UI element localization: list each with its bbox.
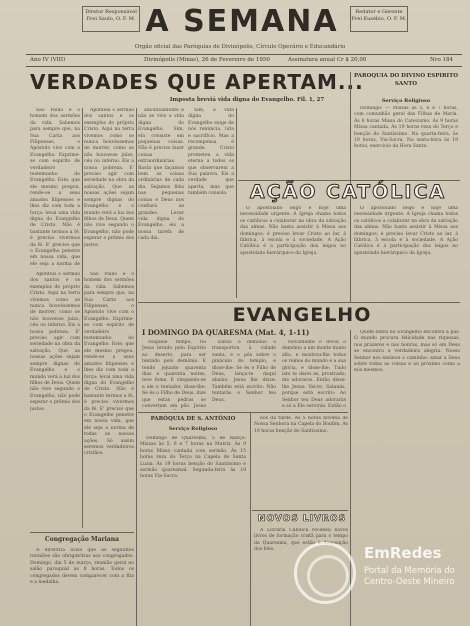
acao-catolica-heading: AÇÃO CATÓLICA <box>249 181 447 203</box>
congregacao-rule <box>30 532 134 533</box>
director-name: Frei Saulo, O. F. M. <box>86 16 136 22</box>
novos-livros-heading: NOVOS LIVROS <box>257 514 347 524</box>
header-rule-top <box>26 54 462 55</box>
evangelho-subhead: I DOMINGO DA QUARESMA (Mat. 4, 1-11) <box>142 328 310 337</box>
director-box <box>82 6 140 32</box>
director-label: Diretor Responsável <box>85 9 137 15</box>
column-rule-2 <box>136 108 137 626</box>
lead-column-1-text: São Paulo é o homem dos sermões da vida. Sabemos para sempre que, na Sua Carta aos Filipenses, o Apóstolo vive com o Evangelho. Exprime-se com espírito de verdadeiro testemunho do Evangelho. Este, que ele mesmo pregou, rende-se a seus amados filipenses e lhes diz com toda a força: levai uma vida digna do Evangelho de Cristo. Não é bastante termos a fé, é preciso vivermos da fé. E' preciso que o Evangelho penetre em nossa vida, que ele seja a norma de <box>30 108 80 267</box>
right-column-text: Quem entra no Evangelho encontra a paz. O mundo procura felicidade nas riquezas, nos prazeres e nas honras, mas só em Deus se encontra a verdadeira alegria. Nosso Senhor nos ensinou o caminho: amar a Deus sobre todas as coisas e ao próximo como a nós mesmos. <box>354 330 460 374</box>
evangelho-text-2: Então o demônio o transportou à cidade santa, e o pôs sobre o pináculo do templo, e disse-lhe: Se és o Filho de Deus, lança-te daqui abaixo. Jesus lhe disse: Também está escrito: Não tentarás o Senhor teu Deus. <box>212 340 276 403</box>
evangelho-text-1: Naquele tempo, foi Jesus levado pelo Espírito ao deserto, para ser tentado pelo demônio. E tendo jejuado quarenta dias e quarenta noites, teve fome. E chegando-se a ele o tentador, disse-lhe: Se és o Filho de Deus, dize que estas pedras se convertam em pão. Jesus <box>142 340 206 410</box>
emredes-logo-icon <box>294 542 356 604</box>
lead-column-3-text: amontoamento e não se vive a vida digna do Evangelho. Sim, ela consiste em pequenas coisas. Não é preciso fazer coisas extraordinárias. Basta que façamos bem as coisas ordinárias de cada dia. Sejamos fiéis nas pequenas coisas e Deus nos confiará as grandes. Levar vida digna do Evangelho, eis a nossa tarefa de cada dia. <box>138 108 184 242</box>
santo-antonio-subheading: Serviço Religioso <box>168 426 218 432</box>
header-rule-bottom <box>26 66 462 67</box>
parochial-text: Domingo: — Missas às 5, 6 e 7 horas, com comunhão geral das Filhas de Maria. Às 8 horas Missa do Catecismo. Às 9 horas Missa cantada. Às 19 horas reza do Terço e benção do Santíssimo. Na quarta-feira, às 19 horas, Via-Sacra. Na sexta-feira às 19 horas, exercício da Hora Santa. <box>354 106 458 150</box>
emredes-watermark <box>288 532 470 626</box>
congregacao-text: A diretoria avisa que as seguintes reuniões são obrigatórias aos congregados. Domingo, dia 5 de março, reunião geral no salão paroquial às 8 horas. Todos os congregados devem comparecer com a fita e a medalha. <box>30 548 134 586</box>
place-date: Divinópolis (Minas), 26 de Fevereiro de 1950 <box>144 57 270 63</box>
parochial-text-block <box>354 106 458 178</box>
acao-column-1 <box>240 206 346 300</box>
price-label: Assinatura anual Cr $ 20,00 <box>288 57 367 63</box>
lead-column-4 <box>188 108 234 298</box>
lead-headline: VERDADES QUE APERTAM... <box>30 70 364 94</box>
congregacao-text-block <box>30 548 134 624</box>
issue-number: Nro 184 <box>430 57 453 63</box>
santo-antonio-text-2: nos da tarde. Às 5 horas novena de Nossa Senhora na Capela do Bonfim. Às 19 horas benção do Santíssimo. <box>254 416 348 434</box>
left-lower-text: Aponteis o sermão dos santos e os exemplos do próprio Cristo. Aqui na terra vivemos como se nunca houvéssemos de morrer, como se não houvesse juízo, céu ou inferno. Eis a nossa pobreza. E' preciso agir com seriedade na obra da salvação. Que as nossas ações sejam sempre dignas do Evangelho e o mundo verá a luz dos filhos de Deus. Quem não vive segundo o Evangelho, não pode esperar o prêmio dos justos. <box>30 272 80 412</box>
acao-column-2 <box>354 206 458 300</box>
acao-text-2: O apostolado leigo é hoje uma necessidade urgente. A Igreja chama todos os católicos a colaborar na obra da salvação das almas. Não basta assistir à Missa aos domingos; é preciso levar Cristo ao lar, à fábrica, à escola e à sociedade. A Ação Católica é a participação dos leigos no apostolado hierárquico da Igreja. <box>354 206 458 256</box>
santo-antonio-cont-block <box>254 416 348 508</box>
santo-antonio-text: Domingo de Quaresma, 5 de março: Missas às 5, 6 e 7 horas na Matriz. Às 9 horas Missa cantada com sermão. Às 15 horas reza do Terço na Capela de Santa Luzia. Às 19 horas benção do Santíssimo e sermão quaresmal. Segunda-feira às 19 horas Via-Sacra. <box>140 436 246 480</box>
acao-text-1: O apostolado leigo é hoje uma necessidade urgente. A Igreja chama todos os católicos a colaborar na obra da salvação das almas. Não basta assistir à Missa aos domingos; é preciso levar Cristo ao lar, à fábrica, à escola e à sociedade. A Ação Católica é a participação dos leigos no apostolado hierárquico da Igreja. <box>240 206 346 256</box>
congregacao-heading: Congregação Mariana <box>44 536 120 543</box>
watermark-title: EmRedes <box>364 544 442 562</box>
editor-box <box>350 6 408 32</box>
newspaper-subtitle: Orgão oficial das Paróquias de Divinópolis, Círculo Operário e Educandário <box>134 44 346 50</box>
left-lower-column-2 <box>84 272 134 530</box>
evangelho-text-3: Novamente o levou o demônio a um monte muito alto, e mostrou-lhe todos os reinos do mundo e a sua glória, e disse-lhe: Tudo isto te darei se, prostrado, me adorares. Então disse-lhe Jesus: Vai-te, Satanás, porque está escrito: Ao Senhor teu Deus adorarás e só a Ele servirás. Então o <box>282 340 346 410</box>
left-lower-column <box>30 272 80 530</box>
evangelho-rule <box>138 302 460 303</box>
parochial-heading: PAROQUIA DO DIVINO ESPIRITO SANTO <box>354 73 458 87</box>
novos-rule <box>252 510 348 511</box>
lead-column-3 <box>138 108 184 298</box>
lead-column-4-text: Sim, a vida digna do Evangelho exige de nós renúncia, luta e sacrifício. Mas a recompensa é grande. Cristo prometeu a vida eterna a todos os que observarem a Sua palavra. Eis a verdade que aperta, mas que também consola. <box>188 108 234 197</box>
watermark-subtitle: Portal da Memória do Centro-Oeste Mineiro <box>364 566 455 587</box>
evangelho-column-2 <box>212 340 276 410</box>
right-column <box>354 330 460 530</box>
parochial-subheading: Serviço Religioso <box>381 98 431 104</box>
santo-antonio-text-block <box>140 436 246 624</box>
year-label: Ano IV (VIII) <box>30 57 66 63</box>
column-rule-6 <box>250 412 251 626</box>
editor-name: Frei Eusébio, O. F. M. <box>351 16 407 22</box>
santo-antonio-rule <box>138 412 348 413</box>
column-rule-1 <box>82 108 83 528</box>
evangelho-column-1 <box>142 340 206 410</box>
evangelho-column-3 <box>282 340 346 410</box>
novos-text: A Livraria Católica recebeu novos livros de formação cristã para o tempo da Quaresma, que estão à disposição dos fiéis. <box>254 528 348 553</box>
lead-subhead: Imposta breviá vida digna do Evangelho. Fil. 1, 27 <box>169 97 325 103</box>
column-rule-3 <box>236 108 237 298</box>
evangelho-heading: EVANGELHO <box>232 304 372 326</box>
info-bar <box>26 56 462 65</box>
editor-label: Redator e Gerente <box>355 9 403 15</box>
lead-column-2-text: Aponteis o sermão dos santos e os exemplos do próprio Cristo. Aqui na terra vivemos como se nunca houvéssemos de morrer, como se não houvesse juízo, céu ou inferno. Eis a nossa pobreza. E' preciso agir com seriedade na obra da salvação. Que as nossas ações sejam sempre dignas do Evangelho e o mundo verá a luz dos filhos de Deus. Quem não vive segundo o Evangelho, não pode esperar o prêmio dos justos. <box>84 108 134 248</box>
left-lower-text-2: São Paulo é o homem dos sermões da vida. Sabemos para sempre que, na Sua Carta aos Filipenses, o Apóstolo vive com o Evangelho. Exprime-se com espírito de verdadeiro testemunho do Evangelho. Este, que ele mesmo pregou, rende-se a seus amados filipenses e lhes diz com toda a força: levai uma vida digna do Evangelho de Cristo. Não é bastante termos a fé, é preciso vivermos da fé. E' preciso que o Evangelho penetre em nossa vida, que ele seja a norma de todas as nossas ações. Só assim seremos verdadeiros cristãos. <box>84 272 134 457</box>
lead-column-2 <box>84 108 134 268</box>
newspaper-title: A SEMANA <box>145 4 339 39</box>
lead-column-1 <box>30 108 80 268</box>
santo-antonio-heading: PARÓQUIA DE S. ANTÔNIO <box>150 416 236 422</box>
